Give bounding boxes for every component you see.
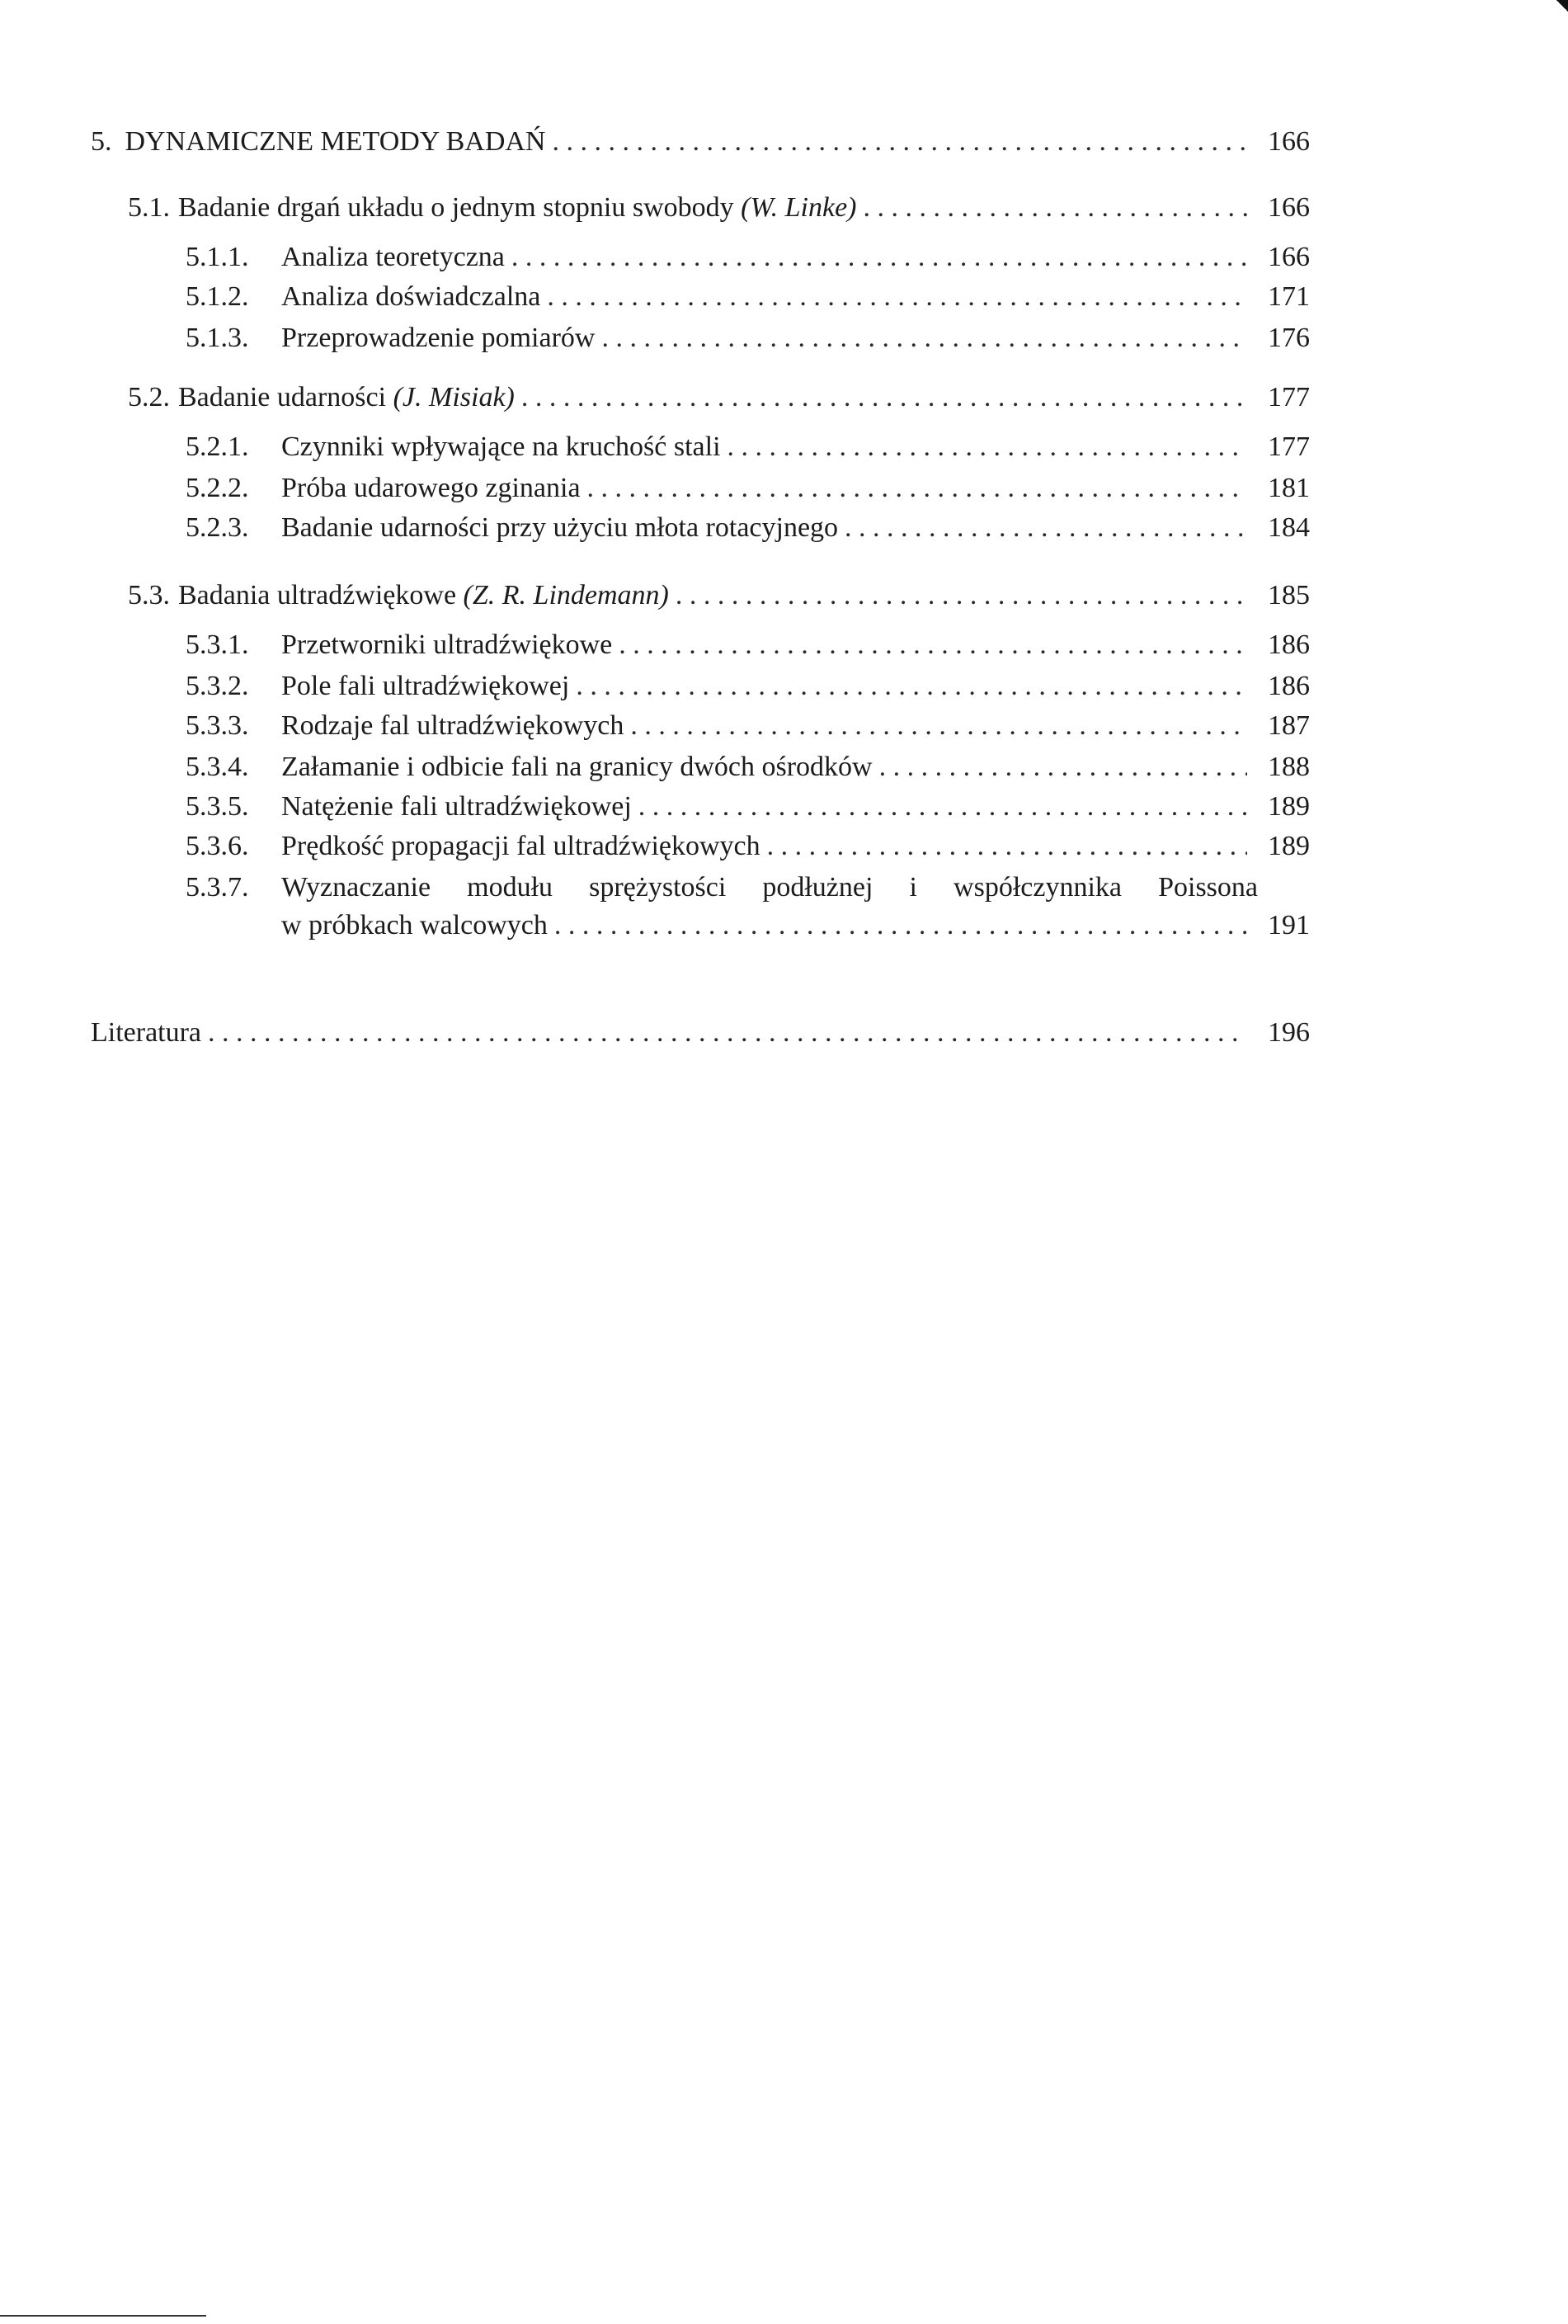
dot-leader <box>864 191 1247 224</box>
toc-subsection-entry <box>186 472 1310 505</box>
toc-subsection-entry <box>186 431 1310 464</box>
subsection-title: Załamanie i odbicie fali na granicy dwóch ośrodków <box>281 752 873 782</box>
scan-corner-mark <box>1556 0 1568 12</box>
subsection-title: Próba udarowego zginania <box>281 473 581 503</box>
dot-leader <box>601 322 1247 355</box>
section-title: Badanie udarności (J. Misiak) <box>178 382 515 412</box>
section-author: (W. Linke) <box>741 192 857 223</box>
dot-leader <box>552 125 1247 158</box>
subsection-title: Badanie udarności przy użyciu młota rotacyjnego <box>281 512 839 543</box>
dot-leader <box>879 751 1247 784</box>
toc-subsection-entry <box>186 241 1310 274</box>
page-number: 185 <box>1268 580 1310 610</box>
toc-subsection-entry <box>186 629 1310 662</box>
subsection-number: 5.1.1. <box>186 242 249 272</box>
toc-subsection-entry-continuation <box>186 909 1310 942</box>
literature-title: Literatura <box>91 1017 202 1048</box>
page-number: 177 <box>1268 382 1310 412</box>
subsection-number: 5.3.7. <box>186 872 249 903</box>
toc-subsection-entry <box>186 511 1310 544</box>
dot-leader <box>638 790 1247 823</box>
toc-subsection-entry <box>186 280 1310 313</box>
subsection-title: Prędkość propagacji fal ultradźwiękowych <box>281 831 760 861</box>
subsection-number: 5.3.4. <box>186 752 249 782</box>
page-number: 191 <box>1268 910 1310 940</box>
subsection-title: Analiza doświadczalna <box>281 281 541 312</box>
section-title: Badanie drgań układu o jednym stopniu swobody (W. Linke) <box>178 192 857 223</box>
dot-leader <box>576 670 1247 703</box>
page-number: 177 <box>1268 431 1310 462</box>
toc-subsection-entry <box>186 670 1310 703</box>
dot-leader <box>727 431 1247 464</box>
dot-leader <box>630 709 1247 742</box>
dot-leader <box>619 629 1247 662</box>
subsection-number: 5.2.3. <box>186 512 249 543</box>
subsection-number: 5.2.1. <box>186 431 249 462</box>
subsection-number: 5.2.2. <box>186 473 249 503</box>
chapter-number: 5. <box>91 126 112 157</box>
toc-subsection-entry <box>186 322 1310 355</box>
page-number: 187 <box>1268 710 1310 741</box>
toc-subsection-entry <box>186 751 1310 784</box>
dot-leader <box>547 280 1247 313</box>
page-number: 181 <box>1268 473 1310 503</box>
subsection-title: Analiza teoretyczna <box>281 242 505 272</box>
dot-leader <box>845 511 1247 544</box>
page-number: 166 <box>1268 126 1310 157</box>
scan-edge-rule <box>0 2315 206 2317</box>
page-number: 186 <box>1268 671 1310 701</box>
subsection-title: Przeprowadzenie pomiarów <box>281 323 596 353</box>
dot-leader <box>521 381 1247 414</box>
page-number: 184 <box>1268 512 1310 543</box>
toc-section-entry <box>128 191 1310 224</box>
subsection-number: 5.3.6. <box>186 831 249 861</box>
dot-leader <box>511 241 1247 274</box>
subsection-title-line2: w próbkach walcowych <box>281 910 548 940</box>
page-number: 186 <box>1268 629 1310 660</box>
page-number: 176 <box>1268 323 1310 353</box>
dot-leader <box>676 579 1247 612</box>
toc-section-entry <box>128 381 1310 414</box>
subsection-title: Natężenie fali ultradźwiękowej <box>281 791 632 822</box>
toc-subsection-entry <box>186 830 1310 863</box>
toc-subsection-entry-multiline <box>186 871 1258 904</box>
page-number: 166 <box>1268 242 1310 272</box>
subsection-number: 5.3.5. <box>186 791 249 822</box>
chapter-title: DYNAMICZNE METODY BADAŃ <box>125 126 546 157</box>
subsection-title-line1: Wyznaczanie modułu sprężystości podłużnej i współczynnika Poissona <box>281 872 1258 903</box>
toc-subsection-entry <box>186 790 1310 823</box>
subsection-title: Czynniki wpływające na kruchość stali <box>281 431 721 462</box>
page-number: 188 <box>1268 752 1310 782</box>
dot-leader <box>554 909 1247 942</box>
toc-chapter-entry <box>91 125 1310 158</box>
subsection-title: Rodzaje fal ultradźwiękowych <box>281 710 624 741</box>
toc-section-entry <box>128 579 1310 612</box>
page-number: 196 <box>1268 1017 1310 1048</box>
subsection-number: 5.3.1. <box>186 629 249 660</box>
section-number: 5.1. <box>128 192 170 223</box>
subsection-number: 5.1.3. <box>186 323 249 353</box>
section-number: 5.2. <box>128 382 170 412</box>
dot-leader <box>587 472 1247 505</box>
section-number: 5.3. <box>128 580 170 610</box>
section-author: (Z. R. Lindemann) <box>463 580 669 610</box>
subsection-title: Przetworniki ultradźwiękowe <box>281 629 613 660</box>
dot-leader <box>208 1016 1247 1049</box>
section-author: (J. Misiak) <box>393 382 515 412</box>
subsection-number: 5.3.3. <box>186 710 249 741</box>
page-number: 189 <box>1268 791 1310 822</box>
toc-literature-entry <box>91 1016 1310 1049</box>
section-title: Badania ultradźwiękowe (Z. R. Lindemann) <box>178 580 669 610</box>
page-number: 171 <box>1268 281 1310 312</box>
subsection-title: Pole fali ultradźwiękowej <box>281 671 570 701</box>
subsection-number: 5.3.2. <box>186 671 249 701</box>
page-number: 189 <box>1268 831 1310 861</box>
page-number: 166 <box>1268 192 1310 223</box>
subsection-number: 5.1.2. <box>186 281 249 312</box>
dot-leader <box>767 830 1247 863</box>
toc-subsection-entry <box>186 709 1310 742</box>
